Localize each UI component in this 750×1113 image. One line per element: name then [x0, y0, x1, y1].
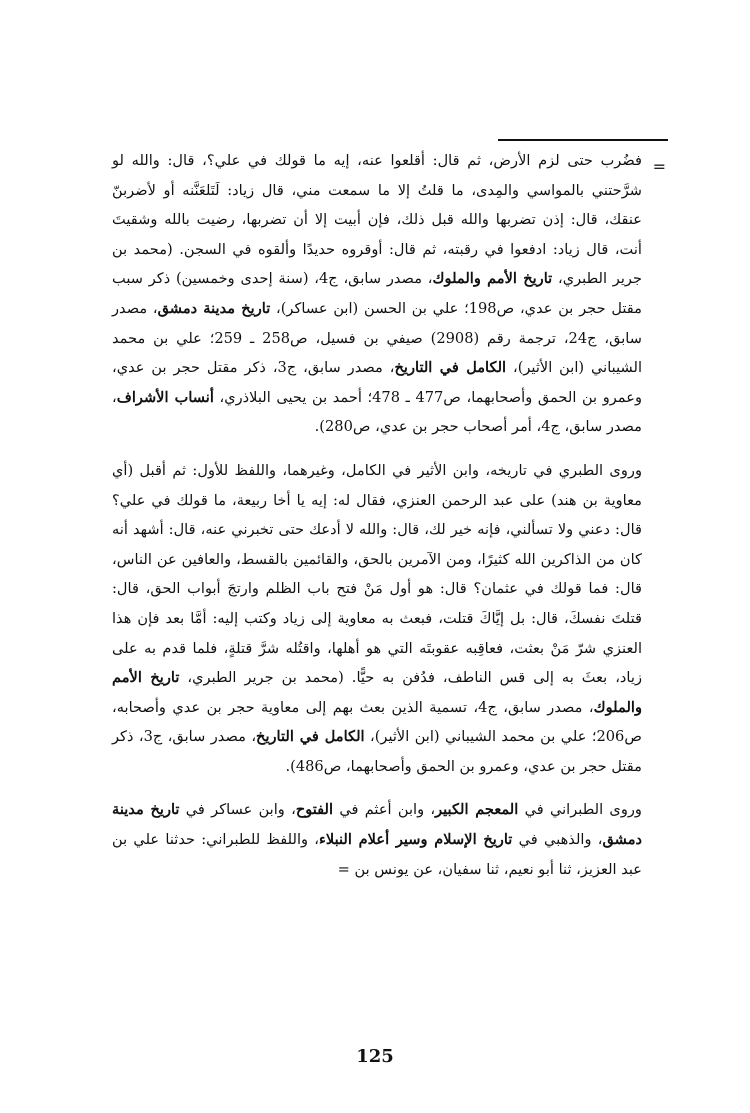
text-run: ، مصدر سابق، ج3، ذكر مقتل حجر بن عدي، وعمرو بن الحمق وأصحابهما، ص486).: [112, 728, 642, 775]
text-run: ، وابن أعثم في: [333, 801, 436, 819]
text-run: ، مصدر سابق، ج3، ذكر مقتل حجر بن عدي، وعمرو بن الحمق وأصحابهما، ص477 ـ 478؛ أحمد بن يحيى البلاذري،: [112, 359, 642, 406]
footnote-text-block: [112, 146, 642, 898]
bold-book-title: الكامل في التاريخ: [256, 728, 365, 746]
text-run: ، مصدر سابق، ج4، أمر أصحاب حجر بن عدي، ص280).: [112, 388, 642, 436]
paragraph: [112, 456, 642, 782]
text-run: ، وابن عساكر في: [179, 801, 296, 819]
bold-book-title: تاريخ مدينة دمشق: [157, 299, 271, 317]
bold-book-title: المعجم الكبير: [435, 801, 519, 819]
text-run: ، واللفظ للطبراني: حدثنا علي بن عبد العزيز، ثنا أبو نعيم، ثنا سفيان، عن يونس بن =: [112, 831, 642, 878]
text-run: ، مصدر سابق، ج24، ترجمة رقم (2908) صيفي بن فسيل، ص258 ـ 259؛ علي بن محمد الشيباني (ابن الأثير)،: [112, 299, 642, 377]
bold-book-title: أنساب الأشراف: [116, 388, 214, 406]
bold-book-title: تاريخ الأمم والملوك: [112, 669, 642, 716]
paragraph: [112, 795, 642, 884]
page-number: 125: [356, 1046, 394, 1067]
text-run: ، والذهبي في: [512, 831, 603, 849]
continuation-mark-top: =: [652, 157, 666, 176]
text-run: ، مصدر سابق، ج4، تسمية الذين بعث بهم إلى معاوية حجر بن عدي وأصحابه، ص206؛ علي بن محمد الشيباني (ابن الأثير)،: [112, 698, 642, 746]
text-run: فضُرب حتى لزم الأرض، ثم قال: أقلعوا عنه، إيه ما قولك في علي؟، قال: والله لو شرَّحتني بالمواسي والمِدى، ما قلتُ إلا ما سمعت مني، قال زياد: لَتَلعَنَّنه أو لأضربنّ عنقك، قال: إذن تضربها والله قبل ذلك، فإن أبيت إلا أن تضربها، رضيت بالله وشقيتَ أنت، قال زياد: ادفعوا في رقبته، ثم قال: أوقروه حديدًا وألقوه في السجن. (محمد بن جرير الطبري،: [112, 152, 642, 288]
footnote-separator-rule: [498, 139, 668, 141]
paragraph: [112, 146, 642, 442]
bold-book-title: تاريخ الأمم والملوك: [432, 270, 553, 288]
bold-book-title: تاريخ الإسلام وسير أعلام النبلاء: [319, 831, 513, 849]
text-run: وروى الطبري في تاريخه، وابن الأثير في الكامل، وغيرهما، واللفظ للأول: ثم أقبل (أي معاوية بن هند) على عبد الرحمن العنزي، فقال له: إيه يا أخا ربيعة، ما قولك في علي؟ قال: دعني ولا تسألني، فإنه خير لك، قال: والله لا أدعك حتى تخبرني عنه، قال: أشهد أنه كان من الذاكرين الله كثيرًا، ومن الآمرين بالحق، والقائمين بالقسط، والعافين عن الناس، قال: فما قولك في عثمان؟ قال: هو أول مَنْ فتح باب الظلم وارتجَ أبواب الحق، قال: قتلتَ نفسكَ، قال: بل إيَّاكَ قتلت، فبعث به معاوية إلى زياد وكتب إليه: أمَّا بعد فإن هذا العنزي شرّ مَنْ بعثت، فعاقِبه عقوبتَه التي هو أهلها، واقتُله شرَّ قتلةٍ، فلما قدم به على زياد، بعثَ به إلى قس الناطف، فدُفن به حيًّا. (محمد بن جرير الطبري،: [112, 461, 642, 687]
text-run: وروى الطبراني في: [518, 801, 642, 819]
bold-book-title: الكامل في التاريخ: [394, 359, 507, 377]
text-run: ، مصدر سابق، ج4، (سنة إحدى وخمسين) ذكر سبب مقتل حجر بن عدي، ص198؛ علي بن الحسن (ابن عساكر)،: [112, 270, 642, 317]
bold-book-title: تاريخ مدينة دمشق: [112, 801, 643, 849]
bold-book-title: الفتوح: [295, 801, 334, 819]
